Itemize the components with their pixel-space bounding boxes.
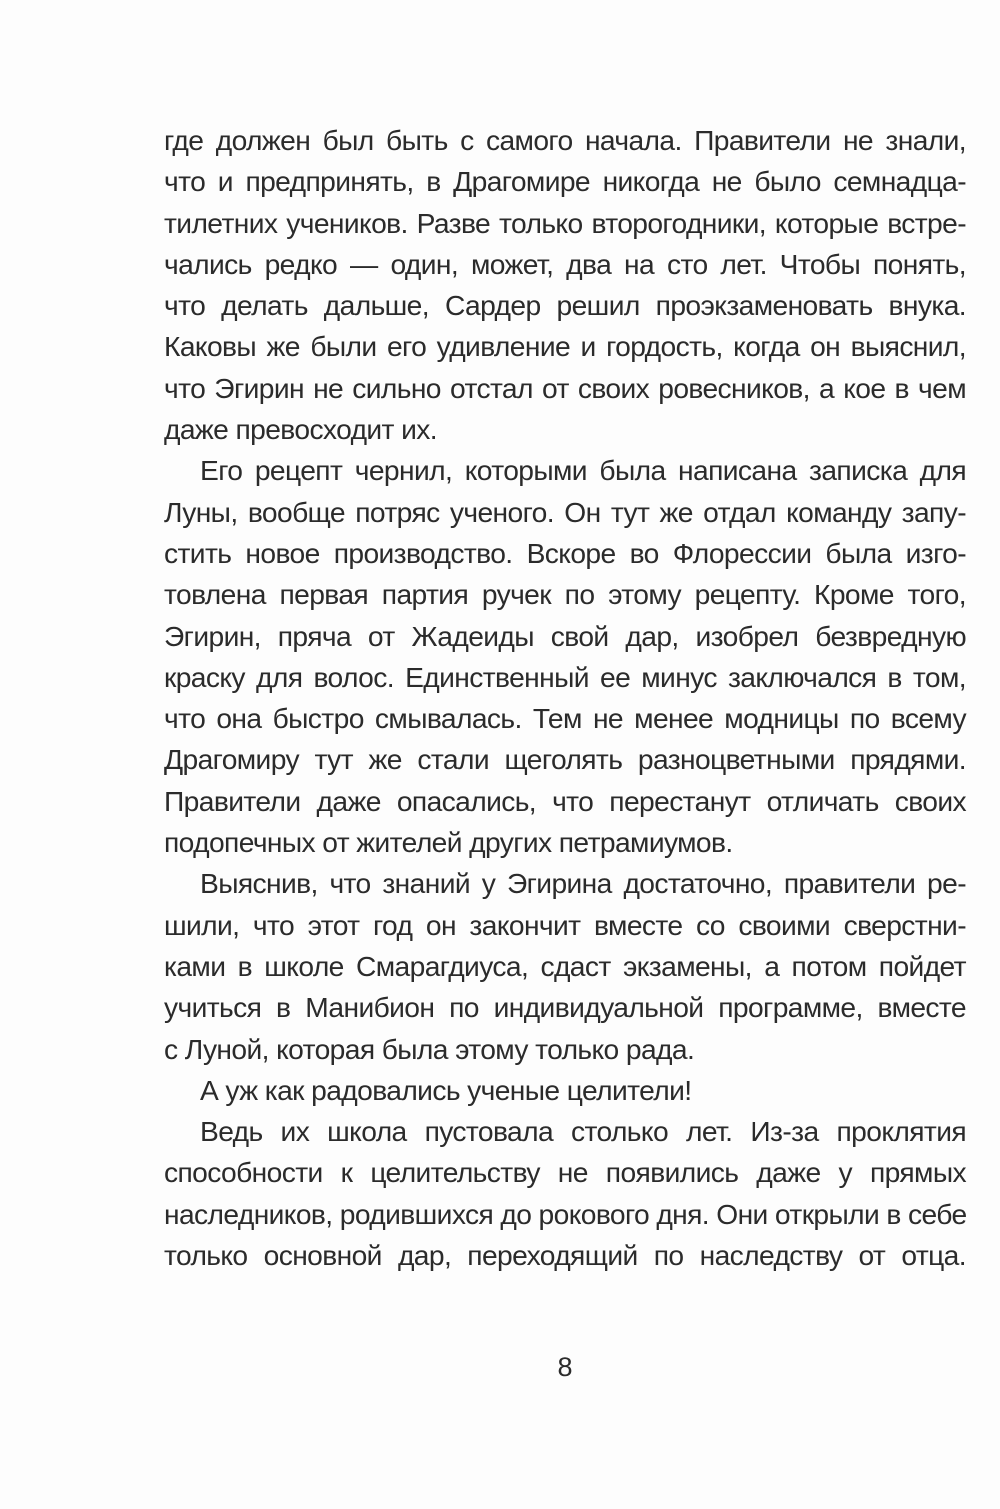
paragraph-start-line: Выяснив, что знаний у Эгирина достаточно, правители ре- [200,867,966,900]
paragraph-start-line: А уж как радовались ученые целители! [200,1073,692,1106]
page-number: 8 [557,1352,573,1382]
text-line: способности к целительству не появились даже у прямых [164,1156,966,1189]
text-line: даже превосходит их. [164,413,437,446]
text-line: шили, что этот год он закончит вместе со своими сверстни- [164,908,966,941]
text-line: с Луной, которая была этому только рада. [164,1032,695,1065]
text-line: тилетних учеников. Разве только второгодники, которые встре- [164,206,966,239]
text-line: Правители даже опасались, что перестанут отличать своих [164,784,966,817]
text-line: чались редко — один, может, два на сто лет. Чтобы понять, [164,247,966,280]
body-text [164,120,966,1276]
text-line: ками в школе Смарагдиуса, сдаст экзамены, а потом пойдет [164,949,966,982]
text-line: Луны, вообще потряс ученого. Он тут же отдал команду запу- [164,495,966,528]
text-line: что и предпринять, в Драгомире никогда не было семнадца- [164,165,966,198]
text-line: краску для волос. Единственный ее минус заключался в том, [164,660,966,693]
text-line: где должен был быть с самого начала. Правители не знали, [164,124,966,156]
text-line: что делать дальше, Сардер решил проэкзаменовать внука. [164,289,966,322]
text-line: Каковы же были его удивление и гордость, когда он выяснил, [164,330,966,363]
text-line: учиться в Манибион по индивидуальной программе, вместе [164,991,966,1024]
text-line: наследников, родившихся до рокового дня. Они открыли в себе [164,1197,967,1230]
text-line: Эгирин, пряча от Жадеиды свой дар, изобрел безвредную [164,619,966,652]
paragraph-start-line: Ведь их школа пустовала столько лет. Из-за проклятия [200,1115,966,1148]
text-line: только основной дар, переходящий по наследству от отца. [164,1239,966,1272]
text-line: подопечных от жителей других петрамиумов. [164,826,733,859]
text-line: стить новое производство. Вскоре во Флорессии была изго- [164,536,966,569]
paragraph-start-line: Его рецепт чернил, которыми была написана записка для [200,454,966,487]
text-line: что она быстро смывалась. Тем не менее модницы по всему [164,702,966,735]
text-line: Драгомиру тут же стали щеголять разноцветными прядями. [164,743,966,776]
text-line: что Эгирин не сильно отстал от своих ровесников, а кое в чем [164,371,966,404]
text-line: товлена первая партия ручек по этому рецепту. Кроме того, [164,578,966,611]
